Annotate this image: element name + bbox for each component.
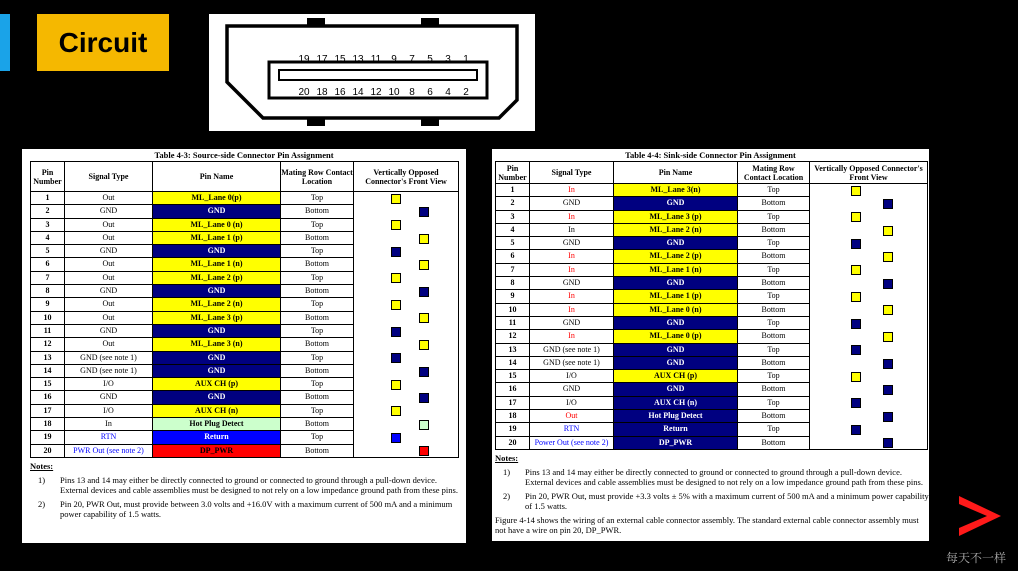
pin-name: GND bbox=[153, 245, 281, 258]
mating-row: Bottom bbox=[281, 418, 354, 431]
table-row bbox=[31, 192, 459, 205]
accent-bar bbox=[0, 14, 10, 71]
signal-type: Out bbox=[65, 192, 153, 205]
signal-type: I/O bbox=[65, 378, 153, 391]
pin-square bbox=[883, 226, 893, 236]
mating-row: Bottom bbox=[738, 436, 810, 449]
mating-row: Top bbox=[281, 245, 354, 258]
connector-pin-label: 11 bbox=[370, 54, 382, 65]
source-notes bbox=[30, 461, 466, 519]
figure-note: Figure 4-14 shows the wiring of an external cable connector assembly. The standard external cable connector assembly must not have a wire on pin 20, DP_PWR. bbox=[495, 514, 919, 535]
mating-row: Top bbox=[738, 263, 810, 276]
signal-type: Out bbox=[65, 218, 153, 231]
signal-type: Power Out (see note 2) bbox=[530, 436, 614, 449]
signal-type: Out bbox=[65, 231, 153, 244]
pin-number: 4 bbox=[496, 223, 530, 236]
connector-pin-label: 14 bbox=[352, 87, 364, 98]
pin-square bbox=[883, 199, 893, 209]
notes-heading: Notes: bbox=[495, 452, 519, 463]
pin-square bbox=[851, 345, 861, 355]
pin-square bbox=[851, 319, 861, 329]
pin-name: GND bbox=[153, 285, 281, 298]
signal-type: GND (see note 1) bbox=[65, 364, 153, 377]
pin-square bbox=[883, 438, 893, 448]
note-text: Pins 13 and 14 may either be directly connected to ground or connected to ground through a pull-down device. External devices and cable assemblies must be designed to not rely on a low impedance ground path from these pins. bbox=[60, 474, 458, 495]
mating-row: Bottom bbox=[738, 277, 810, 290]
signal-type: GND bbox=[65, 205, 153, 218]
connector-pin-label: 15 bbox=[334, 54, 346, 65]
pin-square bbox=[391, 273, 401, 283]
mating-row: Top bbox=[738, 370, 810, 383]
mating-row: Top bbox=[281, 351, 354, 364]
signal-type: Out bbox=[65, 338, 153, 351]
pin-number: 1 bbox=[31, 192, 65, 205]
connector-diagram bbox=[209, 14, 535, 131]
pin-name: GND bbox=[614, 343, 738, 356]
pin-square bbox=[391, 194, 401, 204]
pin-number: 2 bbox=[31, 205, 65, 218]
connector-pin-label: 20 bbox=[298, 87, 310, 98]
pin-number: 20 bbox=[496, 436, 530, 449]
pin-number: 15 bbox=[31, 378, 65, 391]
source-side-panel bbox=[22, 149, 466, 543]
signal-type: GND bbox=[65, 245, 153, 258]
pin-square bbox=[419, 287, 429, 297]
pin-square bbox=[883, 305, 893, 315]
pin-square bbox=[419, 393, 429, 403]
pin-name: ML_Lane 0 (n) bbox=[153, 218, 281, 231]
mating-row: Bottom bbox=[738, 330, 810, 343]
pin-name: ML_Lane 2 (p) bbox=[153, 271, 281, 284]
mating-row: Top bbox=[281, 271, 354, 284]
header-pin-name: Pin Name bbox=[153, 162, 281, 192]
pin-name: Return bbox=[153, 431, 281, 444]
header-signal-type: Signal Type bbox=[65, 162, 153, 192]
connector-pin-label: 3 bbox=[445, 54, 451, 65]
pin-name: ML_Lane 1 (n) bbox=[614, 263, 738, 276]
table-row bbox=[496, 184, 928, 197]
signal-type: GND bbox=[65, 391, 153, 404]
header-pin-number: Pin Number bbox=[496, 162, 530, 184]
note-text: Pin 20, PWR Out, must provide +3.3 volts ± 5% with a maximum current of 500 mA and a minimum power capability of 1.5 watts. bbox=[525, 490, 929, 511]
signal-type: Out bbox=[530, 410, 614, 423]
pin-square bbox=[851, 265, 861, 275]
signal-type: RTN bbox=[530, 423, 614, 436]
pin-square bbox=[851, 212, 861, 222]
signal-type: PWR Out (see note 2) bbox=[65, 444, 153, 457]
mating-row: Top bbox=[281, 192, 354, 205]
pin-number: 18 bbox=[31, 418, 65, 431]
pin-name: ML_Lane 3 (n) bbox=[153, 338, 281, 351]
pin-number: 6 bbox=[496, 250, 530, 263]
mating-row: Bottom bbox=[281, 444, 354, 457]
pin-name: ML_Lane 2 (n) bbox=[153, 298, 281, 311]
pin-name: AUX CH (n) bbox=[614, 396, 738, 409]
signal-type: GND (see note 1) bbox=[65, 351, 153, 364]
signal-type: Out bbox=[65, 271, 153, 284]
mating-row: Bottom bbox=[281, 364, 354, 377]
pin-name: Return bbox=[614, 423, 738, 436]
signal-type: In bbox=[530, 210, 614, 223]
front-view-column bbox=[810, 184, 928, 450]
pin-square bbox=[391, 433, 401, 443]
sink-side-panel bbox=[492, 149, 929, 541]
front-view-column bbox=[354, 192, 459, 458]
pin-name: GND bbox=[153, 324, 281, 337]
mating-row: Top bbox=[738, 210, 810, 223]
pin-number: 7 bbox=[496, 263, 530, 276]
pin-number: 15 bbox=[496, 370, 530, 383]
signal-type: In bbox=[530, 184, 614, 197]
pin-square bbox=[391, 220, 401, 230]
header-mating-row: Mating Row Contact Location bbox=[738, 162, 810, 184]
signal-type: In bbox=[65, 418, 153, 431]
watermark: 每天不一样 bbox=[946, 551, 1007, 565]
pin-name: ML_Lane 0 (p) bbox=[614, 330, 738, 343]
pin-square bbox=[883, 332, 893, 342]
pin-square bbox=[391, 380, 401, 390]
mating-row: Bottom bbox=[738, 356, 810, 369]
signal-type: GND bbox=[530, 237, 614, 250]
connector-pin-label: 12 bbox=[370, 87, 382, 98]
pin-number: 4 bbox=[31, 231, 65, 244]
connector-pin-label: 7 bbox=[409, 54, 415, 65]
mating-row: Top bbox=[738, 290, 810, 303]
pin-number: 8 bbox=[496, 277, 530, 290]
signal-type: GND bbox=[65, 285, 153, 298]
pin-name: Hot Plug Detect bbox=[614, 410, 738, 423]
pin-number: 17 bbox=[496, 396, 530, 409]
note-text: Pins 13 and 14 may either be directly connected to ground or connected to ground through a pull-down device. External devices and cable assemblies must be designed to not rely on a low impedance ground path from these pins. bbox=[525, 466, 923, 487]
pin-name: GND bbox=[153, 205, 281, 218]
pin-number: 9 bbox=[31, 298, 65, 311]
pin-number: 12 bbox=[496, 330, 530, 343]
pin-name: AUX CH (n) bbox=[153, 404, 281, 417]
connector-pin-label: 18 bbox=[316, 87, 328, 98]
signal-type: In bbox=[530, 303, 614, 316]
pin-name: GND bbox=[153, 351, 281, 364]
mating-row: Top bbox=[281, 298, 354, 311]
mating-row: Bottom bbox=[738, 223, 810, 236]
connector-pin-label: 8 bbox=[409, 87, 415, 98]
pin-name: ML_Lane 1 (p) bbox=[153, 231, 281, 244]
page-title: Circuit bbox=[37, 14, 169, 71]
mating-row: Top bbox=[281, 431, 354, 444]
mating-row: Top bbox=[281, 218, 354, 231]
mating-row: Bottom bbox=[281, 258, 354, 271]
mating-row: Top bbox=[281, 378, 354, 391]
mating-row: Top bbox=[738, 396, 810, 409]
pin-number: 17 bbox=[31, 404, 65, 417]
connector-pin-label: 19 bbox=[298, 54, 310, 65]
pin-name: ML_Lane 2 (p) bbox=[614, 250, 738, 263]
connector-pin-label: 1 bbox=[463, 54, 469, 65]
mating-row: Bottom bbox=[738, 410, 810, 423]
pin-number: 13 bbox=[31, 351, 65, 364]
mating-row: Bottom bbox=[281, 231, 354, 244]
pin-name: ML_Lane 1 (n) bbox=[153, 258, 281, 271]
pin-square bbox=[851, 239, 861, 249]
signal-type: Out bbox=[65, 258, 153, 271]
pin-number: 10 bbox=[31, 311, 65, 324]
pin-name: Hot Plug Detect bbox=[153, 418, 281, 431]
pin-number: 3 bbox=[31, 218, 65, 231]
pin-name: DP_PWR bbox=[614, 436, 738, 449]
mating-row: Top bbox=[738, 237, 810, 250]
pin-square bbox=[391, 247, 401, 257]
pin-square bbox=[851, 372, 861, 382]
connector-pin-label: 16 bbox=[334, 87, 346, 98]
pin-name: ML_Lane 0(p) bbox=[153, 192, 281, 205]
pin-number: 8 bbox=[31, 285, 65, 298]
signal-type: GND bbox=[530, 383, 614, 396]
connector-pin-label: 13 bbox=[352, 54, 364, 65]
note-item: 1) Pins 13 and 14 may either be directly connected to ground or connected to ground through a pull-down device. External devices and cable assemblies must be designed to not rely on a low impedance ground path from these pins. bbox=[495, 467, 929, 487]
pin-square bbox=[851, 186, 861, 196]
pin-square bbox=[391, 353, 401, 363]
pin-name: ML_Lane 1 (p) bbox=[614, 290, 738, 303]
signal-type: In bbox=[530, 223, 614, 236]
signal-type: GND bbox=[530, 316, 614, 329]
signal-type: In bbox=[530, 290, 614, 303]
signal-type: I/O bbox=[65, 404, 153, 417]
signal-type: GND bbox=[530, 277, 614, 290]
mating-row: Bottom bbox=[281, 205, 354, 218]
pin-square bbox=[419, 207, 429, 217]
note-item: 2) Pin 20, PWR Out, must provide +3.3 volts ± 5% with a maximum current of 500 mA and a minimum power capability of 1.5 watts. bbox=[503, 490, 929, 511]
sink-pin-table bbox=[495, 161, 928, 450]
pin-square bbox=[851, 425, 861, 435]
mating-row: Top bbox=[738, 343, 810, 356]
connector-pin-label: 17 bbox=[316, 54, 328, 65]
note-item: 2) Pin 20, PWR Out, must provide between 3.0 volts and +16.0V with a maximum current of 500 mA and a minimum power capability of 1.5 watts. bbox=[30, 499, 466, 519]
pin-number: 18 bbox=[496, 410, 530, 423]
pin-square bbox=[883, 359, 893, 369]
pin-name: GND bbox=[614, 237, 738, 250]
pin-number: 7 bbox=[31, 271, 65, 284]
signal-type: In bbox=[530, 250, 614, 263]
pin-name: GND bbox=[614, 277, 738, 290]
pin-number: 16 bbox=[496, 383, 530, 396]
pin-number: 14 bbox=[31, 364, 65, 377]
pin-number: 6 bbox=[31, 258, 65, 271]
pin-square bbox=[419, 367, 429, 377]
signal-type: In bbox=[530, 330, 614, 343]
pin-square bbox=[419, 420, 429, 430]
pin-number: 10 bbox=[496, 303, 530, 316]
pin-number: 19 bbox=[31, 431, 65, 444]
pin-square bbox=[391, 300, 401, 310]
pin-square bbox=[851, 292, 861, 302]
signal-type: Out bbox=[65, 298, 153, 311]
pin-name: ML_Lane 0 (n) bbox=[614, 303, 738, 316]
pin-square bbox=[883, 252, 893, 262]
signal-type: RTN bbox=[65, 431, 153, 444]
pin-number: 16 bbox=[31, 391, 65, 404]
pin-name: GND bbox=[153, 391, 281, 404]
connector-pin-label: 6 bbox=[427, 87, 433, 98]
pin-name: DP_PWR bbox=[153, 444, 281, 457]
pin-square bbox=[883, 412, 893, 422]
mating-row: Bottom bbox=[738, 383, 810, 396]
pin-number: 2 bbox=[496, 197, 530, 210]
pin-square bbox=[419, 260, 429, 270]
pin-number: 5 bbox=[31, 245, 65, 258]
pin-name: GND bbox=[614, 197, 738, 210]
connector-pin-label: 2 bbox=[463, 87, 469, 98]
pin-name: AUX CH (p) bbox=[153, 378, 281, 391]
pin-name: GND bbox=[614, 316, 738, 329]
pin-square bbox=[419, 234, 429, 244]
header-front-view: Vertically Opposed Connector's Front View bbox=[810, 162, 928, 184]
mating-row: Bottom bbox=[738, 250, 810, 263]
pin-square bbox=[419, 313, 429, 323]
header-pin-number: Pin Number bbox=[31, 162, 65, 192]
pin-name: GND bbox=[614, 356, 738, 369]
signal-type: GND bbox=[530, 197, 614, 210]
connector-pin-label: 10 bbox=[388, 87, 400, 98]
pin-number: 12 bbox=[31, 338, 65, 351]
pin-name: GND bbox=[153, 364, 281, 377]
pin-square bbox=[851, 398, 861, 408]
connector-pin-label: 5 bbox=[427, 54, 433, 65]
pin-square bbox=[419, 340, 429, 350]
note-item: 1) Pins 13 and 14 may either be directly connected to ground or connected to ground through a pull-down device. External devices and cable assemblies must be designed to not rely on a low impedance ground path from these pins. bbox=[30, 475, 466, 495]
displayport-connector-icon bbox=[209, 14, 535, 131]
mating-row: Bottom bbox=[281, 285, 354, 298]
mating-row: Top bbox=[738, 184, 810, 197]
signal-type: I/O bbox=[530, 370, 614, 383]
next-arrow-icon[interactable] bbox=[953, 492, 1005, 540]
header-mating-row: Mating Row Contact Location bbox=[281, 162, 354, 192]
pin-name: ML_Lane 2 (n) bbox=[614, 223, 738, 236]
pin-number: 5 bbox=[496, 237, 530, 250]
pin-square bbox=[419, 446, 429, 456]
mating-row: Top bbox=[281, 404, 354, 417]
pin-name: ML_Lane 3 (p) bbox=[153, 311, 281, 324]
pin-square bbox=[883, 279, 893, 289]
pin-number: 1 bbox=[496, 184, 530, 197]
mating-row: Bottom bbox=[281, 338, 354, 351]
note-text: Pin 20, PWR Out, must provide between 3.0 volts and +16.0V with a maximum current of 500 mA and a minimum power capability of 1.5 watts. bbox=[60, 498, 453, 519]
pin-name: ML_Lane 3 (p) bbox=[614, 210, 738, 223]
header-signal-type: Signal Type bbox=[530, 162, 614, 184]
mating-row: Top bbox=[738, 316, 810, 329]
pin-square bbox=[391, 406, 401, 416]
pin-name: ML_Lane 3(n) bbox=[614, 184, 738, 197]
sink-table-caption: Table 4-4: Sink-side Connector Pin Assignment bbox=[625, 150, 796, 160]
mating-row: Top bbox=[738, 423, 810, 436]
pin-number: 19 bbox=[496, 423, 530, 436]
pin-number: 14 bbox=[496, 356, 530, 369]
source-table-caption: Table 4-3: Source-side Connector Pin Assignment bbox=[154, 150, 334, 160]
source-pin-table bbox=[30, 161, 459, 458]
signal-type: GND (see note 1) bbox=[530, 356, 614, 369]
pin-number: 11 bbox=[31, 324, 65, 337]
mating-row: Bottom bbox=[738, 197, 810, 210]
mating-row: Bottom bbox=[738, 303, 810, 316]
pin-number: 13 bbox=[496, 343, 530, 356]
pin-number: 11 bbox=[496, 316, 530, 329]
sink-notes bbox=[495, 453, 929, 535]
header-front-view: Vertically Opposed Connector's Front View bbox=[354, 162, 459, 192]
signal-type: Out bbox=[65, 311, 153, 324]
signal-type: I/O bbox=[530, 396, 614, 409]
pin-number: 9 bbox=[496, 290, 530, 303]
pin-name: AUX CH (p) bbox=[614, 370, 738, 383]
pin-name: GND bbox=[614, 383, 738, 396]
pin-number: 3 bbox=[496, 210, 530, 223]
mating-row: Bottom bbox=[281, 311, 354, 324]
header-pin-name: Pin Name bbox=[614, 162, 738, 184]
mating-row: Top bbox=[281, 324, 354, 337]
mating-row: Bottom bbox=[281, 391, 354, 404]
connector-pin-label: 4 bbox=[445, 87, 451, 98]
notes-heading: Notes: bbox=[30, 460, 54, 471]
signal-type: GND (see note 1) bbox=[530, 343, 614, 356]
pin-number: 20 bbox=[31, 444, 65, 457]
signal-type: In bbox=[530, 263, 614, 276]
pin-square bbox=[391, 327, 401, 337]
signal-type: GND bbox=[65, 324, 153, 337]
connector-pin-label: 9 bbox=[391, 54, 397, 65]
pin-square bbox=[883, 385, 893, 395]
